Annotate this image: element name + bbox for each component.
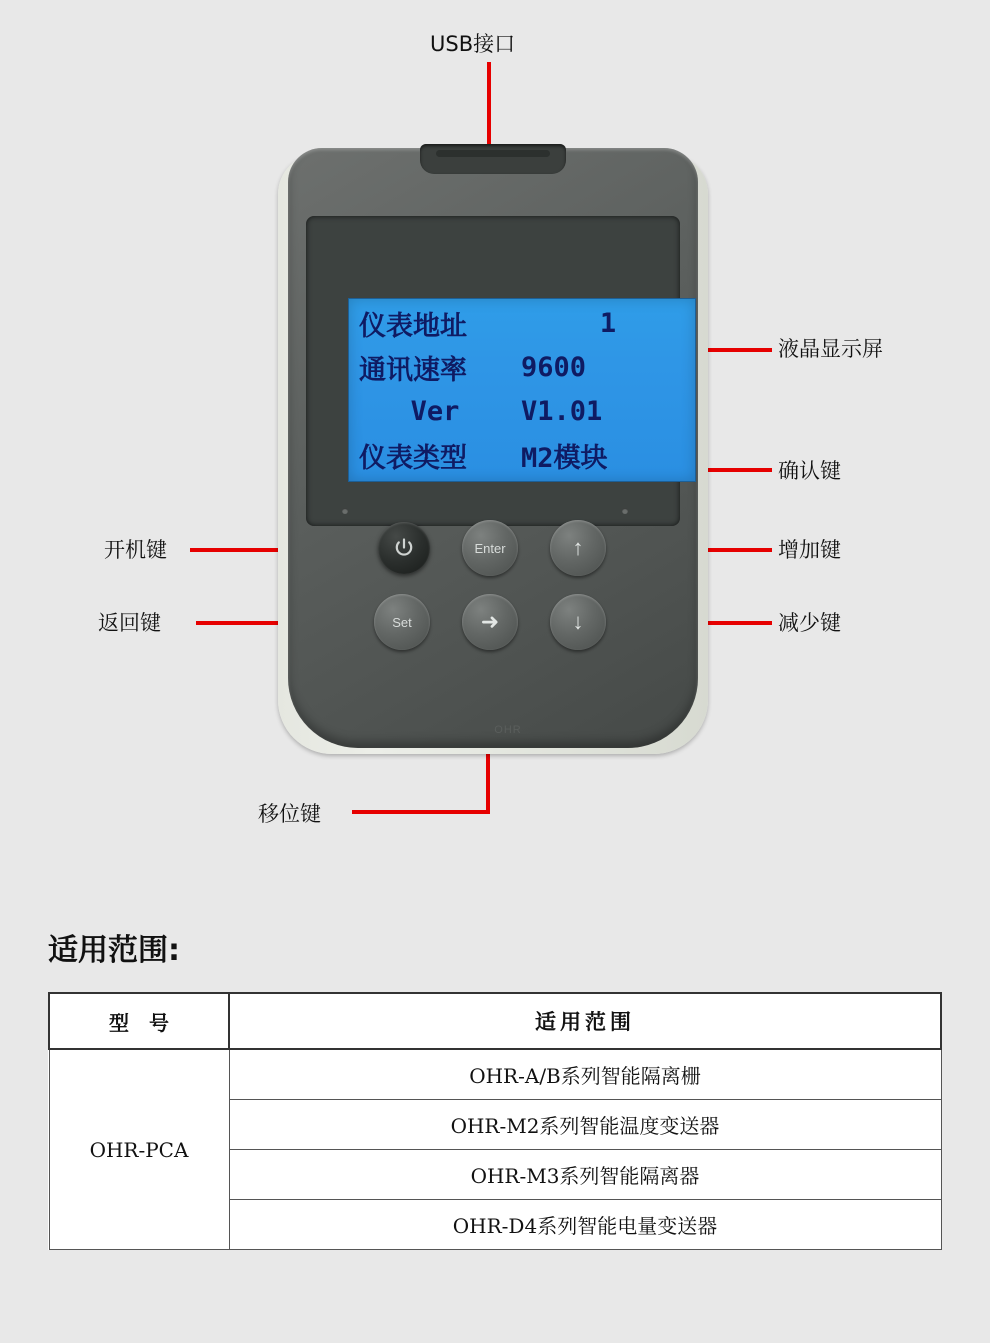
table-cell-model: OHR-PCA (49, 1049, 229, 1250)
callout-label-usb: USB接口 (430, 32, 516, 56)
leader-usb (487, 62, 491, 152)
lcd-screen (348, 298, 696, 482)
power-icon (392, 536, 416, 560)
table-row (49, 1049, 941, 1100)
lcd-bezel (306, 216, 680, 526)
device-brand: OHR (494, 724, 522, 736)
lcd-row-label: Ver (410, 395, 460, 427)
table-cell-scope: OHR-M3系列智能隔离器 (229, 1150, 941, 1200)
down-button[interactable] (550, 594, 606, 650)
callout-label-back: 返回键 (98, 611, 161, 635)
callout-label-enter: 确认键 (778, 459, 841, 483)
lcd-row-label: 仪表类型 (359, 442, 467, 474)
scope-table (48, 992, 942, 1250)
up-button[interactable] (550, 520, 606, 576)
arrow-down-icon: ↓ (572, 609, 584, 634)
leader-shift-h (352, 810, 490, 814)
scope-section-title: 适用范围: (48, 933, 180, 968)
callout-label-power: 开机键 (104, 538, 167, 562)
arrow-right-icon: ➜ (480, 609, 500, 634)
handheld-device (278, 148, 708, 758)
table-header-model: 型 号 (49, 993, 229, 1049)
lcd-row-value: 9600 (521, 351, 587, 383)
lcd-row (349, 345, 695, 389)
callout-label-increase: 增加键 (778, 538, 841, 562)
lcd-row (349, 301, 695, 345)
enter-button[interactable] (462, 520, 518, 576)
lcd-row-value: M2模块 (521, 442, 608, 474)
callout-label-decrease: 减少键 (778, 611, 841, 635)
callout-label-shift: 移位键 (258, 802, 321, 826)
screw-right (622, 508, 628, 514)
table-cell-scope: OHR-A/B系列智能隔离栅 (229, 1049, 941, 1100)
table-cell-scope: OHR-M2系列智能温度变送器 (229, 1100, 941, 1150)
lcd-row-value: V1.01 (521, 395, 603, 427)
lcd-row-label: 通讯速率 (359, 354, 467, 386)
lcd-row (349, 389, 695, 433)
shift-button[interactable] (462, 594, 518, 650)
arrow-up-icon: ↑ (572, 535, 584, 560)
lcd-row-label: 仪表地址 (359, 310, 467, 342)
table-header-row (49, 993, 941, 1049)
power-button[interactable] (378, 522, 430, 574)
lcd-row-value: 1 (599, 307, 617, 339)
usb-port (420, 144, 566, 174)
callout-label-lcd: 液晶显示屏 (778, 337, 883, 361)
lcd-row (349, 433, 695, 477)
enter-button-label: Enter (474, 540, 506, 556)
set-button[interactable] (374, 594, 430, 650)
table-header-scope: 适用范围 (229, 993, 941, 1049)
table-cell-scope: OHR-D4系列智能电量变送器 (229, 1200, 941, 1250)
set-button-label: Set (392, 614, 412, 630)
usb-slot (436, 150, 550, 157)
screw-left (342, 508, 348, 514)
